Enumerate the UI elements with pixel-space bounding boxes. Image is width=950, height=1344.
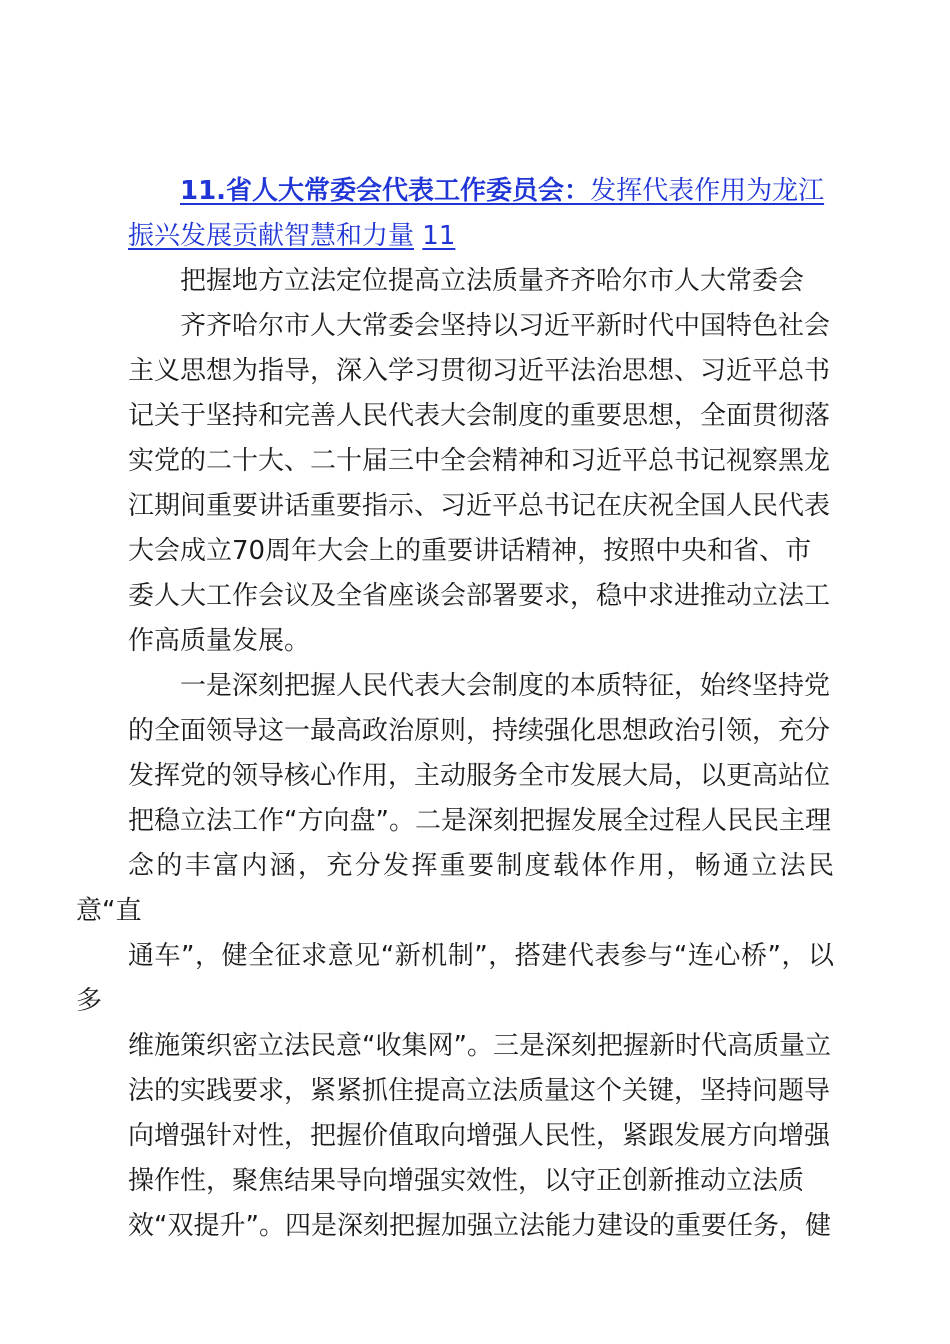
paragraph-1-line: 大会成立70周年大会上的重要讲话精神，按照中央和省、市 [128,536,812,566]
article-headline: 把握地方立法定位提高立法质量齐齐哈尔市人大常委会 [180,266,805,296]
paragraph-2-line: 向增强针对性，把握价值取向增强人民性，紧跟发展方向增强 [128,1121,831,1151]
paragraph-2-line: 法的实践要求，紧紧抓住提高立法质量这个关键，坚持问题导 [128,1076,831,1106]
paragraph-1-line: 主义思想为指导，深入学习贯彻习近平法治思想、习近平总书 [128,356,831,386]
paragraph-1-line: 记关于坚持和完善人民代表大会制度的重要思想，全面贯彻落 [128,401,831,431]
paragraph-1-line: 实党的二十大、二十届三中全会精神和习近平总书记视察黑龙 [128,446,831,476]
paragraph-1-line: 江期间重要讲话重要指示、习近平总书记在庆祝全国人民代表 [128,491,831,521]
paragraph-2-line: 效“双提升”。四是深刻把握加强立法能力建设的重要任务，健 [128,1211,831,1241]
toc-title-rest-line1[interactable]: 发挥代表作用为龙江 [590,176,825,206]
toc-entry[interactable] [128,169,834,259]
document-body [76,169,834,1249]
paragraph-2-line: 通车”，健全征求意见“新机制”，搭建代表参与“连心桥”，以多 [76,941,834,1016]
paragraph-2-line: 念的丰富内涵，充分发挥重要制度载体作用，畅通立法民意“直 [76,851,834,926]
toc-title-bold[interactable]: 11.省人大常委会代表工作委员会： [180,176,591,206]
paragraph-2-line: 的全面领导这一最高政治原则，持续强化思想政治引领，充分 [128,716,831,746]
paragraph-2-line: 维施策织密立法民意“收集网”。三是深刻把握新时代高质量立 [128,1031,831,1061]
paragraph-1-line: 齐齐哈尔市人大常委会坚持以习近平新时代中国特色社会 [180,311,831,341]
paragraph-2 [76,664,834,1249]
paragraph-2-line: 发挥党的领导核心作用，主动服务全市发展大局，以更高站位 [128,761,831,791]
paragraph-1-line: 作高质量发展。 [128,626,311,656]
paragraph-2-line: 一是深刻把握人民代表大会制度的本质特征，始终坚持党 [180,671,831,701]
paragraph-1-line: 委人大工作会议及全省座谈会部署要求，稳中求进推动立法工 [128,581,831,611]
paragraph-1 [128,304,834,664]
toc-page-number[interactable]: 11 [422,221,456,251]
toc-title-rest-line2[interactable]: 振兴发展贡献智慧和力量 [128,221,415,251]
paragraph-2-line: 操作性，聚焦结果导向增强实效性，以守正创新推动立法质 [128,1166,805,1196]
toc-link[interactable] [180,176,824,206]
paragraph-2-line: 把稳立法工作“方向盘”。二是深刻把握发展全过程人民民主理 [128,806,831,836]
